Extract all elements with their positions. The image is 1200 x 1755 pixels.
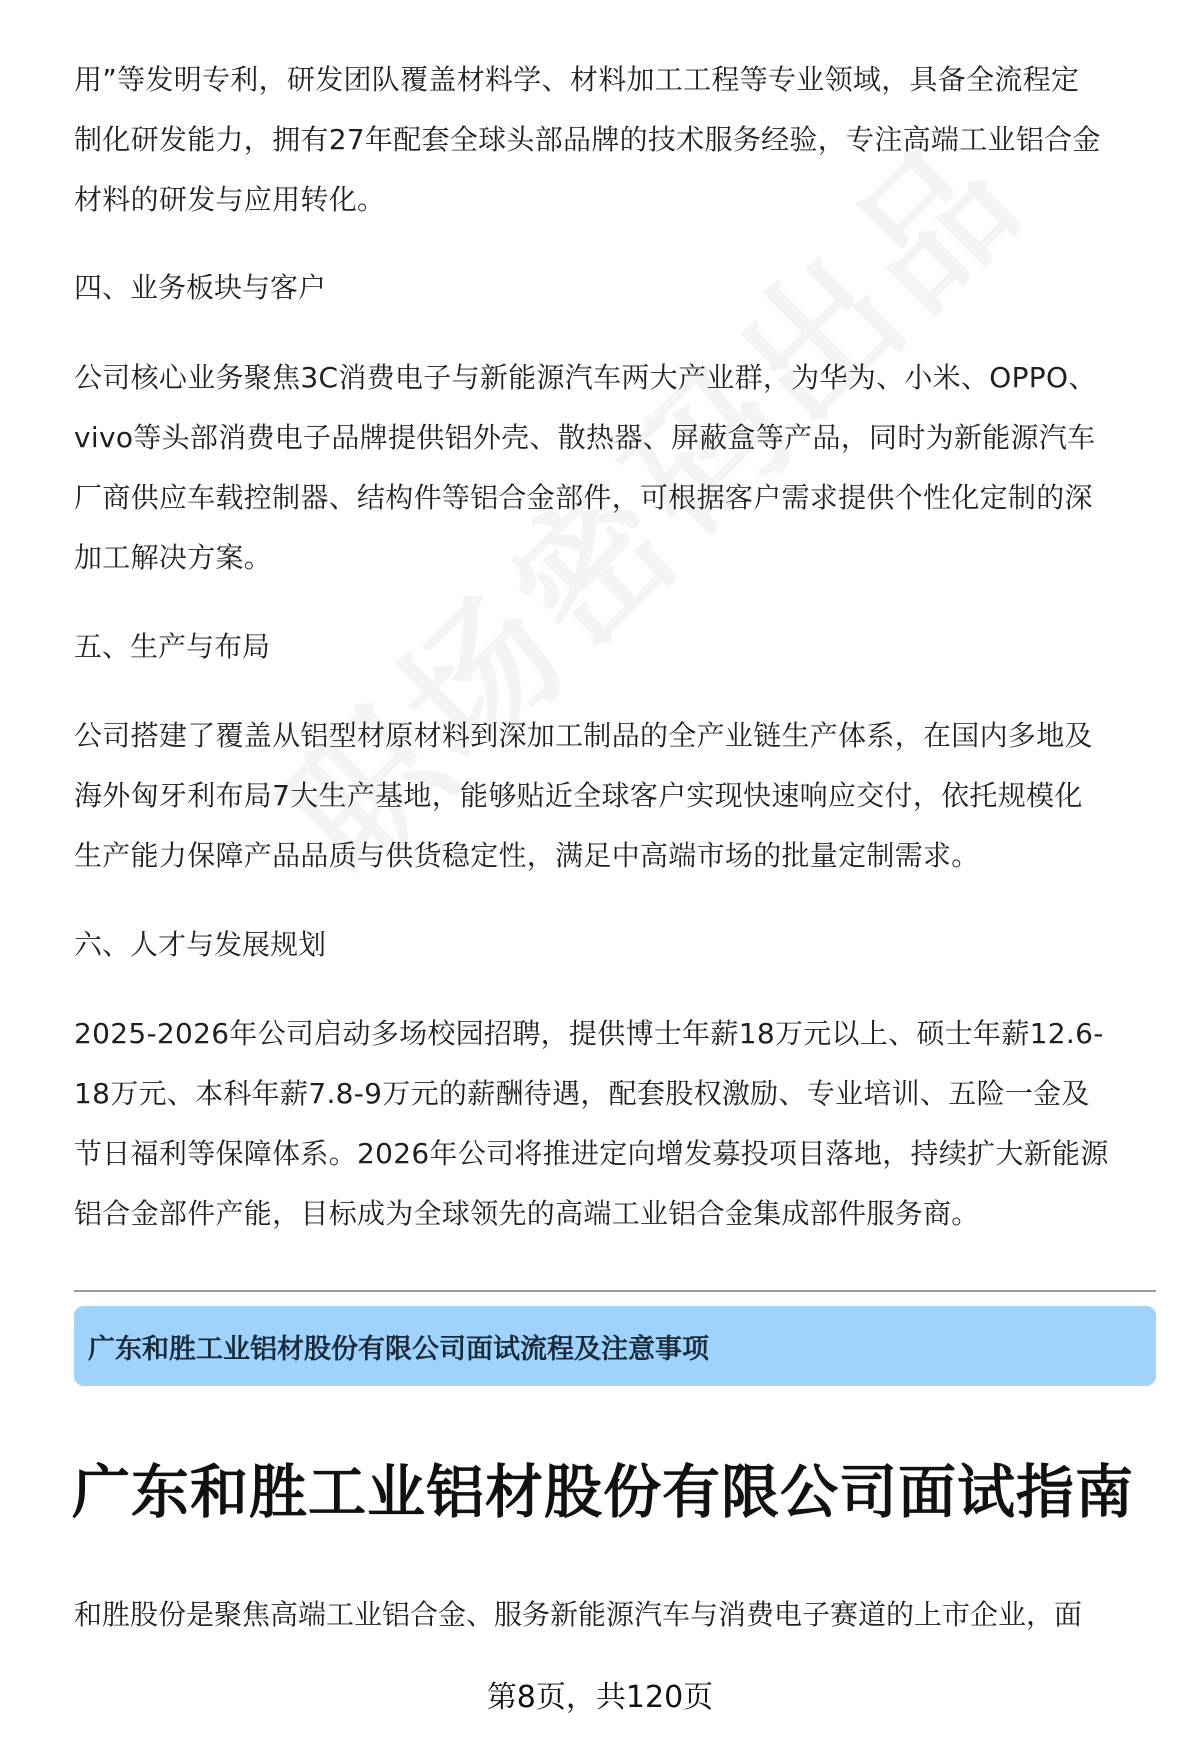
text-line: 2025-2026年公司启动多场校园招聘，提供博士年薪18万元以上、硕士年薪12.6- (74, 1017, 1104, 1050)
page-title: 广东和胜工业铝材股份有限公司面试指南 (72, 1458, 1135, 1526)
text-line: 海外匈牙利布局7大生产基地，能够贴近全球客户实现快速响应交付，依托规模化 (74, 779, 1083, 812)
text-line: 节日福利等保障体系。2026年公司将推进定向增发募投项目落地，持续扩大新能源 (74, 1137, 1109, 1170)
text-line: 生产能力保障产品品质与供货稳定性，满足中高端市场的批量定制需求。 (74, 839, 980, 872)
section-heading-talent: 六、人才与发展规划 (74, 928, 327, 961)
text-line: 公司搭建了覆盖从铝型材原材料到深加工制品的全产业链生产体系，在国内多地及 (74, 719, 1093, 752)
text-line: 制化研发能力，拥有27年配套全球头部品牌的技术服务经验，专注高端工业铝合金 (74, 123, 1101, 156)
text-line: 厂商供应车载控制器、结构件等铝合金部件，可根据客户需求提供个性化定制的深 (74, 481, 1093, 514)
text-line: 铝合金部件产能，目标成为全球领先的高端工业铝合金集成部件服务商。 (74, 1197, 980, 1230)
section-business-paragraph (74, 348, 1097, 588)
section-heading-business: 四、业务板块与客户 (74, 271, 327, 304)
section-production-paragraph (74, 706, 1093, 886)
text-line: 加工解决方案。 (74, 541, 273, 574)
page-number-footer: 第8页，共120页 (486, 1680, 714, 1715)
section-banner (74, 1306, 1156, 1386)
section-heading-production: 五、生产与布局 (74, 630, 271, 663)
intro-paragraph: 和胜股份是聚焦高端工业铝合金、服务新能源汽车与消费电子赛道的上市企业，面 (74, 1598, 1083, 1631)
text-line: 公司核心业务聚焦3C消费电子与新能源汽车两大产业群，为华为、小米、OPPO、 (74, 361, 1097, 394)
banner-label: 广东和胜工业铝材股份有限公司面试流程及注意事项 (88, 1333, 709, 1365)
text-line: 用”等发明专利，研发团队覆盖材料学、材料加工工程等专业领域，具备全流程定 (74, 63, 1080, 96)
text-line: 材料的研发与应用转化。 (74, 183, 386, 216)
section-talent-paragraph (74, 1004, 1109, 1244)
text-line: 18万元、本科年薪7.8-9万元的薪酬待遇，配套股权激励、专业培训、五险一金及 (74, 1077, 1090, 1110)
intro-continued-paragraph (74, 50, 1101, 230)
text-line: vivo等头部消费电子品牌提供铝外壳、散热器、屏蔽盒等产品，同时为新能源汽车 (74, 421, 1096, 454)
section-divider (74, 1290, 1156, 1292)
